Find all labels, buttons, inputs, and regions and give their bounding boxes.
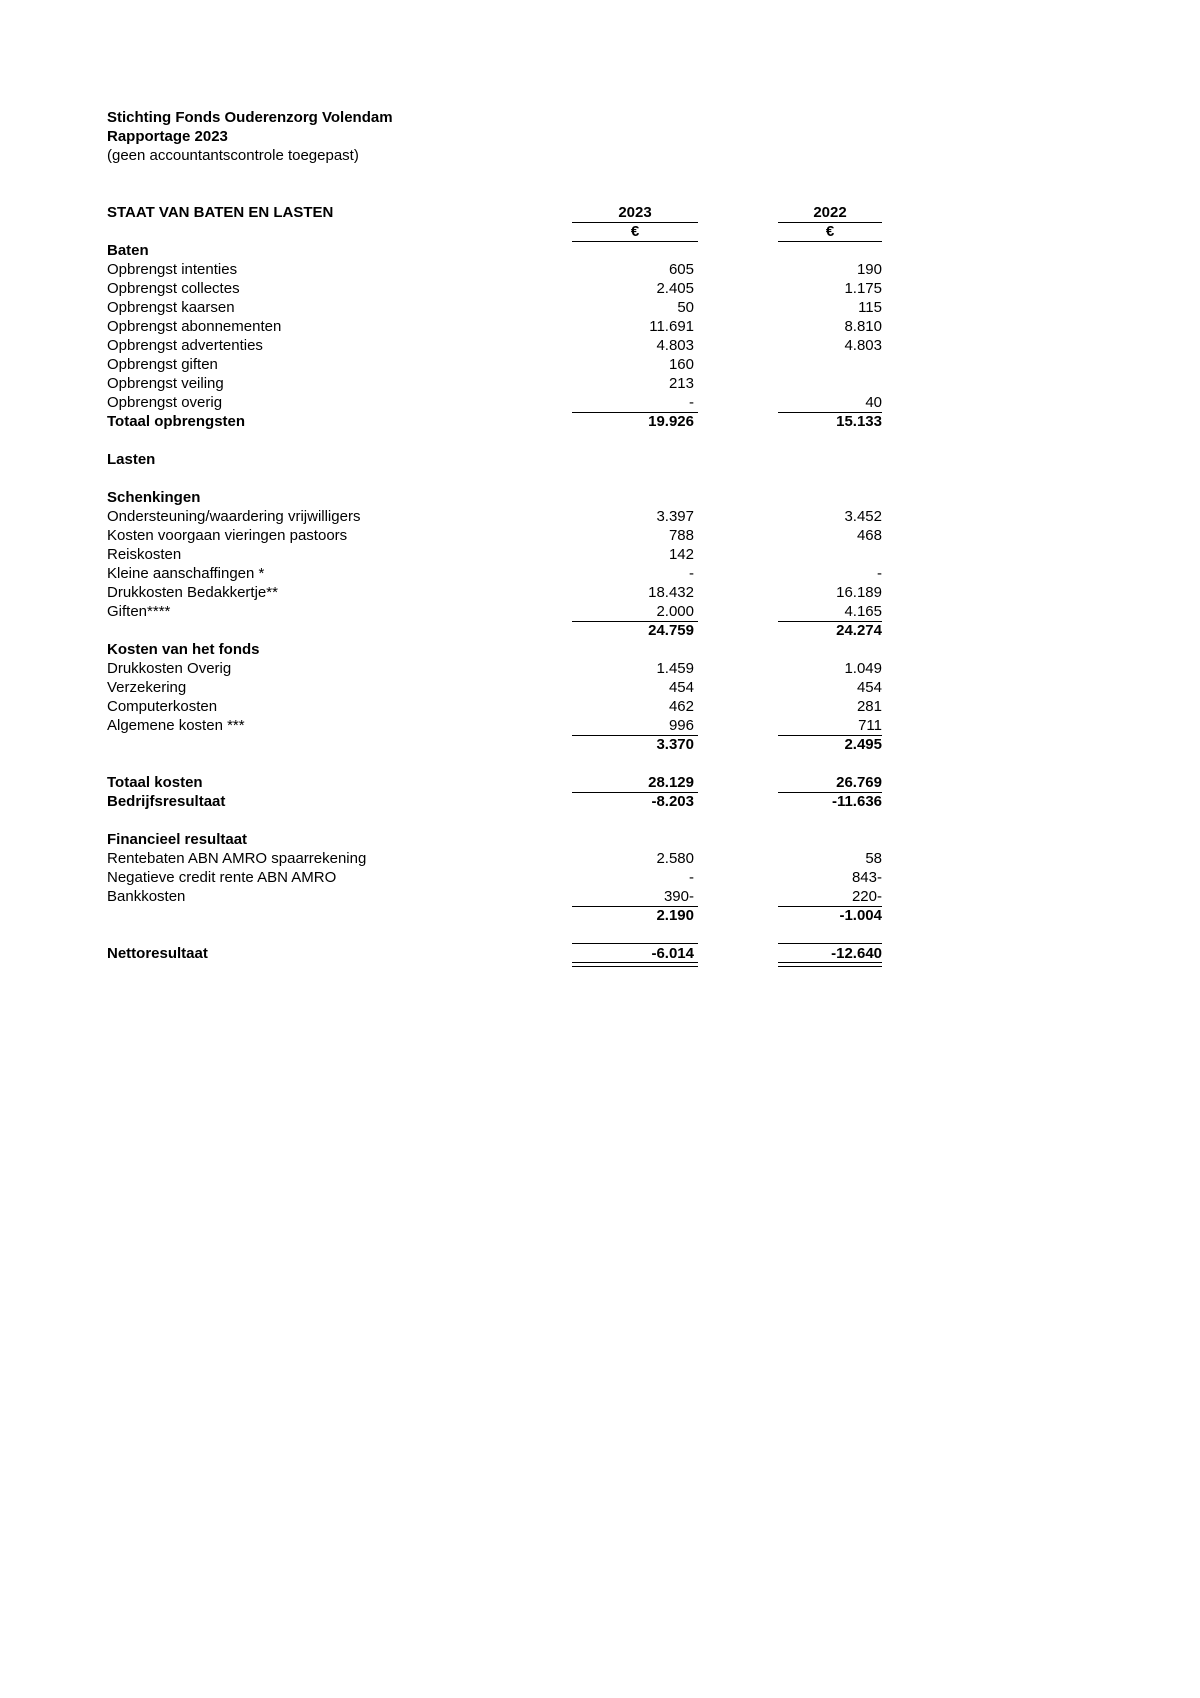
net-result-2023: -6.014 bbox=[651, 945, 694, 962]
table-row bbox=[0, 393, 1200, 412]
section-heading-baten: Baten bbox=[107, 242, 149, 259]
row-label: Negatieve credit rente ABN AMRO bbox=[107, 869, 337, 886]
value-2022: - bbox=[877, 565, 882, 582]
total-costs-row bbox=[0, 773, 1200, 792]
table-row bbox=[0, 697, 1200, 716]
value-2022: 4.165 bbox=[844, 603, 882, 620]
table-row bbox=[0, 678, 1200, 697]
row-label: Opbrengst veiling bbox=[107, 375, 224, 392]
value-2023: 213 bbox=[668, 375, 694, 392]
row-label: Opbrengst kaarsen bbox=[107, 299, 235, 316]
value-2022: 16.189 bbox=[836, 584, 882, 601]
row-label: Opbrengst intenties bbox=[107, 261, 238, 278]
subtotal-row bbox=[0, 906, 1200, 925]
table-row bbox=[0, 564, 1200, 583]
net-result-2022: -12.640 bbox=[831, 945, 882, 962]
total-2023: 19.926 bbox=[648, 413, 694, 430]
audit-note: (geen accountantscontrole toegepast) bbox=[107, 147, 359, 164]
value-2023: 605 bbox=[668, 261, 694, 278]
net-result-double-rule-2023-b bbox=[572, 966, 698, 967]
net-result-label: Nettoresultaat bbox=[107, 945, 208, 962]
row-label: Drukkosten Bedakkertje** bbox=[107, 584, 278, 601]
value-2023: - bbox=[689, 869, 694, 886]
value-2022: 190 bbox=[856, 261, 882, 278]
value-2023: 50 bbox=[677, 299, 694, 316]
total-costs-2022: 26.769 bbox=[836, 774, 882, 791]
column-header-2022: 2022 bbox=[813, 204, 847, 221]
row-label: Bankkosten bbox=[107, 888, 186, 905]
total-label: Totaal opbrengsten bbox=[107, 413, 246, 430]
value-2022: 220- bbox=[851, 888, 882, 905]
value-2023: - bbox=[689, 394, 694, 411]
row-label: Opbrengst abonnementen bbox=[107, 318, 282, 335]
table-row bbox=[0, 602, 1200, 621]
subtotal-row bbox=[0, 621, 1200, 640]
section-heading-financieel: Financieel resultaat bbox=[107, 831, 248, 848]
subtotal-row bbox=[0, 735, 1200, 754]
table-row bbox=[0, 355, 1200, 374]
table-row bbox=[0, 716, 1200, 735]
value-2023: 390- bbox=[663, 888, 694, 905]
subtotal-2022: 2.495 bbox=[844, 736, 882, 753]
subtotal-2023: 24.759 bbox=[648, 622, 694, 639]
value-2023: 18.432 bbox=[648, 584, 694, 601]
total-2022: 15.133 bbox=[836, 413, 882, 430]
table-row bbox=[0, 887, 1200, 906]
operating-result-label: Bedrijfsresultaat bbox=[107, 793, 226, 810]
total-costs-2023: 28.129 bbox=[648, 774, 694, 791]
value-2022: 115 bbox=[858, 299, 882, 316]
subtotal-2023: 3.370 bbox=[656, 736, 694, 753]
table-row bbox=[0, 868, 1200, 887]
value-2022: 1.175 bbox=[844, 280, 882, 297]
column-header-2023: 2023 bbox=[618, 204, 652, 221]
row-label: Algemene kosten *** bbox=[107, 717, 245, 734]
value-2022: 1.049 bbox=[844, 660, 882, 677]
table-row bbox=[0, 526, 1200, 545]
value-2022: 468 bbox=[856, 527, 882, 544]
currency-2022: € bbox=[825, 223, 835, 240]
subtotal-2022: -1.004 bbox=[839, 907, 882, 924]
value-2023: 4.803 bbox=[656, 337, 694, 354]
value-2023: 996 bbox=[668, 717, 694, 734]
table-row bbox=[0, 849, 1200, 868]
currency-2023: € bbox=[630, 223, 640, 240]
operating-result-row bbox=[0, 792, 1200, 811]
net-result-double-rule-2022-a bbox=[778, 962, 882, 963]
subsection-heading-kosten-fonds: Kosten van het fonds bbox=[107, 641, 260, 658]
table-row bbox=[0, 545, 1200, 564]
row-label: Opbrengst advertenties bbox=[107, 337, 263, 354]
currency-underline-2023 bbox=[572, 241, 698, 242]
subsection-heading-schenkingen: Schenkingen bbox=[107, 489, 201, 506]
table-row bbox=[0, 317, 1200, 336]
net-result-double-rule-2022-b bbox=[778, 966, 882, 967]
table-row bbox=[0, 374, 1200, 393]
row-label: Opbrengst overig bbox=[107, 394, 223, 411]
value-2022: 4.803 bbox=[844, 337, 882, 354]
row-label: Ondersteuning/waardering vrijwilligers bbox=[107, 508, 361, 525]
organization-name: Stichting Fonds Ouderenzorg Volendam bbox=[107, 109, 393, 126]
value-2022: 454 bbox=[856, 679, 882, 696]
value-2023: 788 bbox=[668, 527, 694, 544]
row-label: Giften**** bbox=[107, 603, 171, 620]
value-2023: 2.580 bbox=[656, 850, 694, 867]
value-2022: 843- bbox=[851, 869, 882, 886]
table-row bbox=[0, 659, 1200, 678]
statement-title: STAAT VAN BATEN EN LASTEN bbox=[107, 204, 334, 221]
table-row bbox=[0, 507, 1200, 526]
table-row bbox=[0, 260, 1200, 279]
value-2023: 462 bbox=[668, 698, 694, 715]
subtotal-2023: 2.190 bbox=[656, 907, 694, 924]
report-title: Rapportage 2023 bbox=[107, 128, 228, 145]
table-row bbox=[0, 298, 1200, 317]
value-2023: 2.405 bbox=[656, 280, 694, 297]
row-label: Verzekering bbox=[107, 679, 187, 696]
value-2023: 3.397 bbox=[656, 508, 694, 525]
operating-result-2022: -11.636 bbox=[831, 793, 882, 810]
table-row bbox=[0, 336, 1200, 355]
total-costs-label: Totaal kosten bbox=[107, 774, 203, 791]
table-row bbox=[0, 583, 1200, 602]
total-row bbox=[0, 412, 1200, 431]
row-label: Reiskosten bbox=[107, 546, 182, 563]
value-2023: 11.691 bbox=[649, 318, 694, 335]
value-2023: 454 bbox=[668, 679, 694, 696]
row-label: Kosten voorgaan vieringen pastoors bbox=[107, 527, 348, 544]
row-label: Opbrengst collectes bbox=[107, 280, 240, 297]
value-2022: 281 bbox=[856, 698, 882, 715]
value-2022: 40 bbox=[865, 394, 882, 411]
value-2023: 2.000 bbox=[656, 603, 694, 620]
value-2022: 8.810 bbox=[844, 318, 882, 335]
row-label: Drukkosten Overig bbox=[107, 660, 232, 677]
row-label: Kleine aanschaffingen * bbox=[107, 565, 265, 582]
value-2023: 1.459 bbox=[656, 660, 694, 677]
section-heading-lasten: Lasten bbox=[107, 451, 156, 468]
value-2022: 711 bbox=[858, 717, 882, 734]
table-row bbox=[0, 279, 1200, 298]
value-2023: 142 bbox=[668, 546, 694, 563]
row-label: Computerkosten bbox=[107, 698, 218, 715]
row-label: Opbrengst giften bbox=[107, 356, 218, 373]
value-2022: 3.452 bbox=[844, 508, 882, 525]
value-2023: - bbox=[689, 565, 694, 582]
value-2022: 58 bbox=[865, 850, 882, 867]
net-result-row bbox=[0, 944, 1200, 963]
currency-underline-2022 bbox=[778, 241, 882, 242]
row-label: Rentebaten ABN AMRO spaarrekening bbox=[107, 850, 367, 867]
value-2023: 160 bbox=[668, 356, 694, 373]
subtotal-2022: 24.274 bbox=[836, 622, 882, 639]
net-result-double-rule-2023-a bbox=[572, 962, 698, 963]
operating-result-2023: -8.203 bbox=[651, 793, 694, 810]
